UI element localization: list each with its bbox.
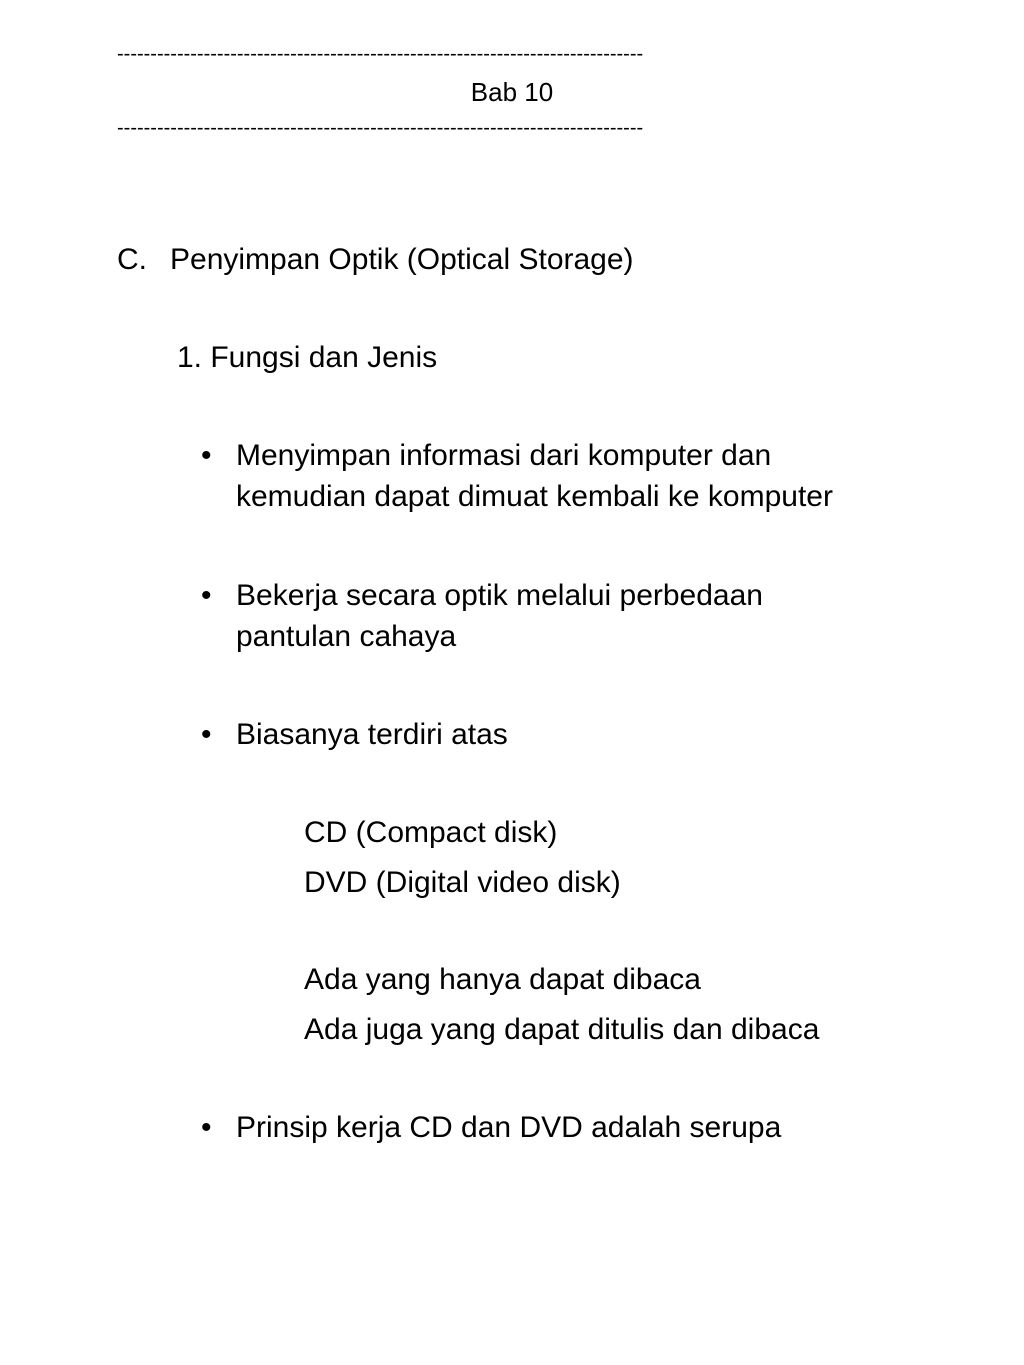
bullet-text: kemudian dapat dimuat kembali ke komputer xyxy=(236,480,833,513)
bullet-text: Bekerja secara optik melalui perbedaan xyxy=(236,579,763,612)
storage-type-item: CD (Compact disk) xyxy=(304,816,558,849)
access-mode-item: Ada juga yang dapat ditulis dan dibaca xyxy=(304,1013,820,1046)
bullet-marker: • xyxy=(201,439,212,472)
section-title: Penyimpan Optik (Optical Storage) xyxy=(170,243,634,276)
header-rule-bottom: ------------------------------------------------------------------------------- xyxy=(117,117,644,139)
bullet-text: Biasanya terdiri atas xyxy=(236,718,508,751)
bullet-marker: • xyxy=(201,718,212,751)
bullet-text: pantulan cahaya xyxy=(236,620,457,653)
section-letter: C. xyxy=(117,243,147,276)
header-rule-top: ------------------------------------------------------------------------------- xyxy=(117,43,644,65)
sub-heading: 1. Fungsi dan Jenis xyxy=(177,341,438,374)
access-mode-item: Ada yang hanya dapat dibaca xyxy=(304,963,701,996)
storage-type-item: DVD (Digital video disk) xyxy=(304,866,621,899)
bullet-text: Menyimpan informasi dari komputer dan xyxy=(236,439,772,472)
bullet-marker: • xyxy=(201,579,212,612)
bullet-marker: • xyxy=(201,1111,212,1144)
bullet-text: Prinsip kerja CD dan DVD adalah serupa xyxy=(236,1111,782,1144)
chapter-title: Bab 10 xyxy=(470,77,554,107)
